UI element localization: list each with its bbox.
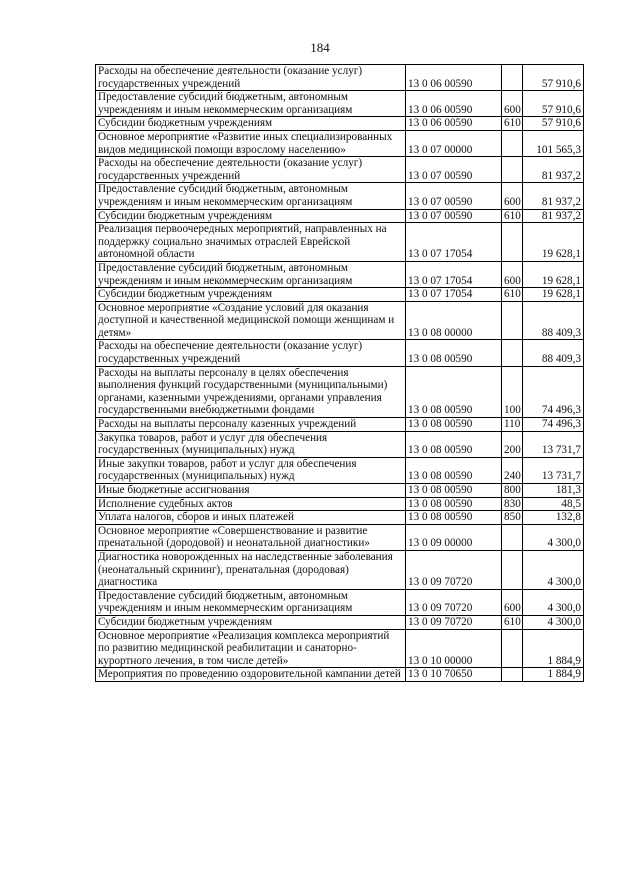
- row-target-code: 13 0 06 00590: [406, 117, 502, 131]
- row-amount: 74 496,3: [523, 366, 584, 417]
- row-amount: 48,5: [523, 497, 584, 511]
- row-description: Иные закупки товаров, работ и услуг для обеспечения государственных (муниципальных) нужд: [96, 457, 406, 483]
- table-row: [96, 366, 584, 417]
- row-amount: 132,8: [523, 511, 584, 525]
- row-description: Основное мероприятие «Развитие иных специализированных видов медицинской помощи взрослому населению»: [96, 130, 406, 156]
- row-target-code: 13 0 07 17054: [406, 261, 502, 287]
- row-description: Расходы на выплаты персоналу казенных учреждений: [96, 418, 406, 432]
- row-expense-type: 610: [502, 117, 523, 131]
- row-target-code: 13 0 08 00590: [406, 497, 502, 511]
- row-description: Уплата налогов, сборов и иных платежей: [96, 511, 406, 525]
- row-amount: 81 937,2: [523, 183, 584, 209]
- table-row: [96, 668, 584, 682]
- row-amount: 13 731,7: [523, 431, 584, 457]
- row-expense-type: 240: [502, 457, 523, 483]
- table-row: [96, 209, 584, 223]
- table-row: [96, 183, 584, 209]
- row-amount: 57 910,6: [523, 91, 584, 117]
- row-target-code: 13 0 08 00590: [406, 431, 502, 457]
- row-description: Основное мероприятие «Реализация комплекса мероприятий по развитию медицинской реабилитации и санаторно-курортного лечения, в том числе детей»: [96, 629, 406, 668]
- row-description: Реализация первоочередных мероприятий, направленных на поддержку социально значимых отраслей Еврейской автономной области: [96, 223, 406, 262]
- table-row: [96, 130, 584, 156]
- row-description: Предоставление субсидий бюджетным, автономным учреждениям и иным некоммерческим организациям: [96, 91, 406, 117]
- row-target-code: 13 0 07 17054: [406, 288, 502, 302]
- row-amount: 19 628,1: [523, 223, 584, 262]
- table-row: [96, 497, 584, 511]
- budget-table: [95, 64, 584, 682]
- row-amount: 88 409,3: [523, 301, 584, 340]
- row-description: Расходы на обеспечение деятельности (оказание услуг) государственных учреждений: [96, 65, 406, 91]
- row-amount: 4 300,0: [523, 615, 584, 629]
- row-target-code: 13 0 07 00590: [406, 183, 502, 209]
- row-description: Субсидии бюджетным учреждениям: [96, 117, 406, 131]
- row-amount: 57 910,6: [523, 65, 584, 91]
- row-target-code: 13 0 07 17054: [406, 223, 502, 262]
- row-amount: 81 937,2: [523, 157, 584, 183]
- row-target-code: 13 0 10 70650: [406, 668, 502, 682]
- row-target-code: 13 0 08 00590: [406, 418, 502, 432]
- row-description: Предоставление субсидий бюджетным, автономным учреждениям и иным некоммерческим организациям: [96, 183, 406, 209]
- row-target-code: 13 0 06 00590: [406, 91, 502, 117]
- row-expense-type: [502, 524, 523, 550]
- row-expense-type: [502, 550, 523, 589]
- row-amount: 1 884,9: [523, 629, 584, 668]
- row-amount: 4 300,0: [523, 589, 584, 615]
- row-expense-type: [502, 223, 523, 262]
- row-amount: 19 628,1: [523, 261, 584, 287]
- row-expense-type: 200: [502, 431, 523, 457]
- row-amount: 4 300,0: [523, 524, 584, 550]
- row-expense-type: 610: [502, 615, 523, 629]
- table-row: [96, 511, 584, 525]
- row-amount: 101 565,3: [523, 130, 584, 156]
- row-description: Закупка товаров, работ и услуг для обеспечения государственных (муниципальных) нужд: [96, 431, 406, 457]
- table-row: [96, 457, 584, 483]
- row-amount: 19 628,1: [523, 288, 584, 302]
- row-target-code: 13 0 08 00590: [406, 340, 502, 366]
- row-description: Расходы на обеспечение деятельности (оказание услуг) государственных учреждений: [96, 340, 406, 366]
- row-description: Предоставление субсидий бюджетным, автономным учреждениям и иным некоммерческим организациям: [96, 589, 406, 615]
- row-expense-type: [502, 340, 523, 366]
- row-target-code: 13 0 07 00590: [406, 157, 502, 183]
- row-amount: 81 937,2: [523, 209, 584, 223]
- row-description: Основное мероприятие «Совершенствование и развитие пренатальной (дородовой) и неонатальной диагностики»: [96, 524, 406, 550]
- table-row: [96, 91, 584, 117]
- row-expense-type: [502, 157, 523, 183]
- row-amount: 88 409,3: [523, 340, 584, 366]
- table-row: [96, 340, 584, 366]
- table-row: [96, 615, 584, 629]
- row-target-code: 13 0 09 70720: [406, 589, 502, 615]
- table-row: [96, 589, 584, 615]
- row-description: Расходы на выплаты персоналу в целях обеспечения выполнения функций государственными (муниципальными) органами, казенными учреждениями, органами управления государственными внебюджетными фондами: [96, 366, 406, 417]
- row-target-code: 13 0 08 00590: [406, 457, 502, 483]
- row-description: Иные бюджетные ассигнования: [96, 484, 406, 498]
- table-row: [96, 431, 584, 457]
- row-description: Субсидии бюджетным учреждениям: [96, 615, 406, 629]
- row-target-code: 13 0 08 00590: [406, 366, 502, 417]
- row-description: Предоставление субсидий бюджетным, автономным учреждениям и иным некоммерческим организациям: [96, 261, 406, 287]
- table-row: [96, 65, 584, 91]
- row-target-code: 13 0 08 00000: [406, 301, 502, 340]
- table-row: [96, 117, 584, 131]
- row-expense-type: 850: [502, 511, 523, 525]
- row-target-code: 13 0 10 00000: [406, 629, 502, 668]
- table-row: [96, 484, 584, 498]
- row-expense-type: [502, 629, 523, 668]
- page-number: 184: [310, 40, 330, 55]
- row-expense-type: [502, 301, 523, 340]
- table-row: [96, 418, 584, 432]
- row-target-code: 13 0 07 00590: [406, 209, 502, 223]
- row-amount: 181,3: [523, 484, 584, 498]
- row-amount: 1 884,9: [523, 668, 584, 682]
- row-target-code: 13 0 09 70720: [406, 550, 502, 589]
- table-row: [96, 550, 584, 589]
- table-row: [96, 288, 584, 302]
- row-expense-type: 610: [502, 209, 523, 223]
- row-expense-type: 610: [502, 288, 523, 302]
- row-description: Диагностика новорожденных на наследственные заболевания (неонатальный скрининг), пренатальная (дородовая) диагностика: [96, 550, 406, 589]
- row-expense-type: 100: [502, 366, 523, 417]
- row-target-code: 13 0 08 00590: [406, 511, 502, 525]
- row-description: Субсидии бюджетным учреждениям: [96, 209, 406, 223]
- row-amount: 13 731,7: [523, 457, 584, 483]
- table-row: [96, 223, 584, 262]
- row-description: Исполнение судебных актов: [96, 497, 406, 511]
- row-amount: 74 496,3: [523, 418, 584, 432]
- row-expense-type: 600: [502, 183, 523, 209]
- row-expense-type: [502, 65, 523, 91]
- table-row: [96, 261, 584, 287]
- row-expense-type: 830: [502, 497, 523, 511]
- row-expense-type: 600: [502, 261, 523, 287]
- row-expense-type: 600: [502, 589, 523, 615]
- row-amount: 57 910,6: [523, 117, 584, 131]
- row-expense-type: 800: [502, 484, 523, 498]
- row-target-code: 13 0 09 70720: [406, 615, 502, 629]
- row-amount: 4 300,0: [523, 550, 584, 589]
- row-expense-type: 600: [502, 91, 523, 117]
- row-description: Субсидии бюджетным учреждениям: [96, 288, 406, 302]
- row-expense-type: [502, 668, 523, 682]
- table-row: [96, 157, 584, 183]
- budget-table-body: [96, 65, 584, 682]
- row-target-code: 13 0 09 00000: [406, 524, 502, 550]
- table-row: [96, 301, 584, 340]
- row-target-code: 13 0 08 00590: [406, 484, 502, 498]
- row-target-code: 13 0 07 00000: [406, 130, 502, 156]
- table-row: [96, 629, 584, 668]
- row-expense-type: [502, 130, 523, 156]
- row-description: Основное мероприятие «Создание условий для оказания доступной и качественной медицинской помощи женщинам и детям»: [96, 301, 406, 340]
- row-expense-type: 110: [502, 418, 523, 432]
- row-description: Мероприятия по проведению оздоровительной кампании детей: [96, 668, 406, 682]
- row-description: Расходы на обеспечение деятельности (оказание услуг) государственных учреждений: [96, 157, 406, 183]
- row-target-code: 13 0 06 00590: [406, 65, 502, 91]
- table-row: [96, 524, 584, 550]
